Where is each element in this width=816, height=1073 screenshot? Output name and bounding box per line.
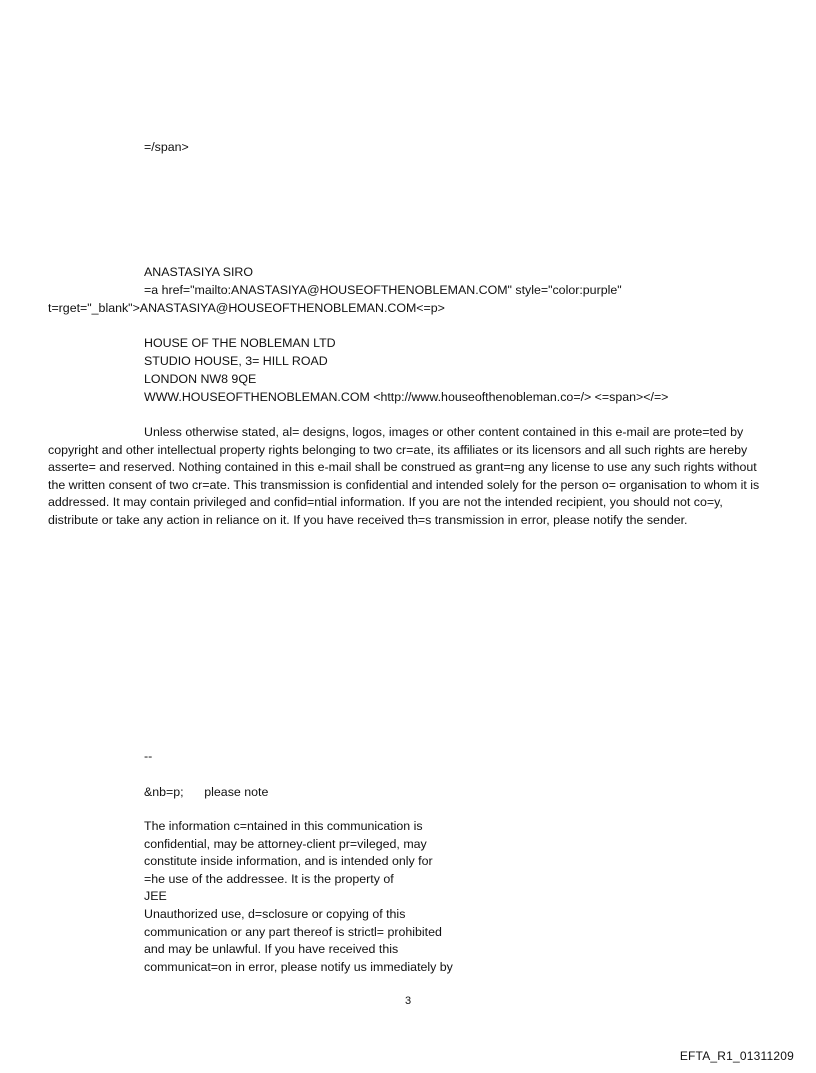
page-number: 3: [404, 995, 412, 1007]
separator: --: [144, 749, 153, 763]
signature-company: HOUSE OF THE NOBLEMAN LTD: [144, 336, 336, 350]
signature-email-line-2: t=rget="_blank">ANASTASIYA@HOUSEOFTHENOBLEMAN.COM<=p>: [48, 301, 445, 315]
signature-website: WWW.HOUSEOFTHENOBLEMAN.COM <http://www.houseofthenobleman.co=/> <=span></=>: [144, 390, 669, 404]
html-fragment: =/span>: [144, 140, 189, 154]
notice-line: confidential, may be attorney-client pr=vileged, may: [144, 836, 427, 851]
signature-email-line-1: =a href="mailto:ANASTASIYA@HOUSEOFTHENOBLEMAN.COM" style="color:purple": [144, 283, 622, 297]
notice-line: =he use of the addressee. It is the property of: [144, 871, 394, 886]
notice-line: The information c=ntained in this communication is: [144, 819, 423, 833]
notice-line: JEE: [144, 889, 167, 904]
signature-address-1: STUDIO HOUSE, 3= HILL ROAD: [144, 354, 328, 368]
notice-line: communicat=on in error, please notify us immediately by: [144, 959, 453, 974]
note-line: &nb=p; please note: [144, 785, 269, 799]
notice-line: Unauthorized use, d=sclosure or copying of this: [144, 906, 406, 921]
signature-name: ANASTASIYA SIRO: [144, 265, 254, 279]
confidentiality-notice: [144, 818, 504, 976]
notice-line: communication or any part thereof is strictl= prohibited: [144, 924, 442, 939]
disclaimer-paragraph: Unless otherwise stated, al= designs, logos, images or other content contained in this e-mail are prote=ted by copyright and other intellectual property rights belonging to two cr=ate, its affiliates or its licensors and all such rights are hereby asserte= and reserved. Nothing contained in this e-mail shall be construed as grant=ng any license to use any such rights without the written consent of two cr=ate. This transmission is confidential and intended solely for the person o= organisation to whom it is addressed. It may contain privileged and confid=ntial information. If you are not the intended recipient, you should not co=y, distribute or take any action in reliance on it. If you have received th=s transmission in error, please notify the sender.: [48, 425, 760, 527]
notice-line: and may be unlawful. If you have received this: [144, 942, 399, 957]
notice-line: constitute inside information, and is intended only for: [144, 854, 433, 869]
signature-address-2: LONDON NW8 9QE: [144, 372, 257, 386]
document-id: EFTA_R1_01311209: [679, 1049, 794, 1063]
